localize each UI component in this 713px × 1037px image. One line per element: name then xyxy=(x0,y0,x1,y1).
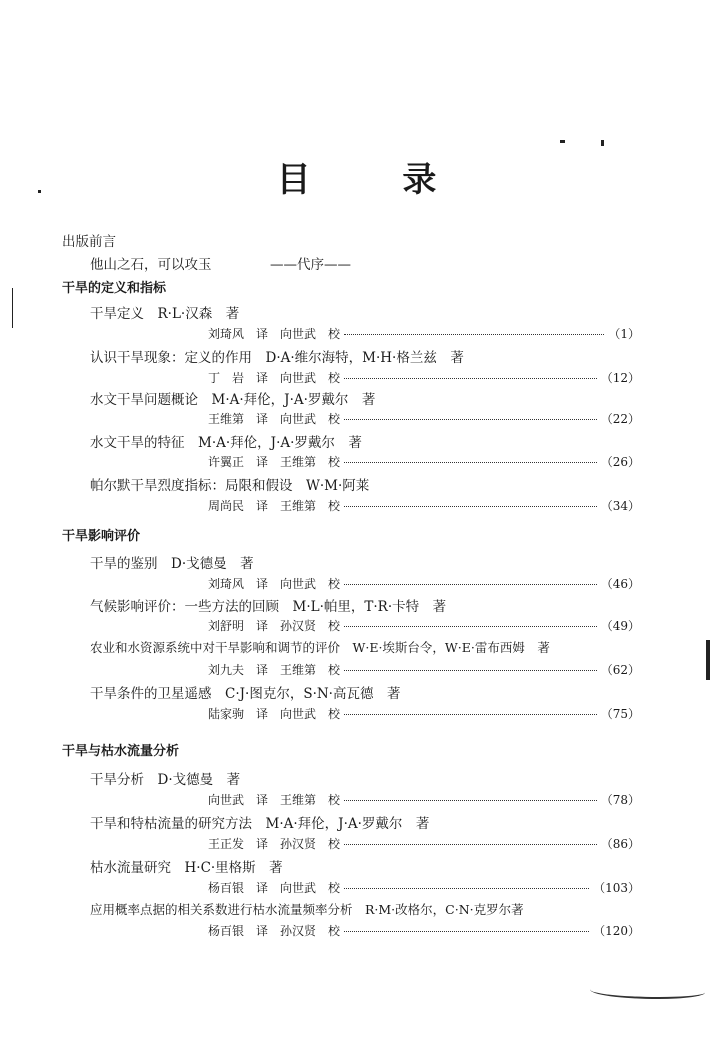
toc-entry-credit xyxy=(208,835,640,852)
toc-entry-title: 枯水流量研究 H·C·里格斯 著 xyxy=(90,860,283,876)
toc-entry-title: 水文干旱问题概论 M·A·拜伦，J·A·罗戴尔 著 xyxy=(90,392,376,408)
page-number: （103） xyxy=(593,881,640,895)
scan-speck xyxy=(601,140,604,146)
credit-names: 周尚民 译 王维第 校 xyxy=(208,499,341,513)
scan-speck xyxy=(12,288,13,328)
toc-entry-credit xyxy=(208,879,640,896)
section-heading: 干旱与枯水流量分析 xyxy=(62,744,180,759)
toc-entry-title: 干旱和特枯流量的研究方法 M·A·拜伦，J·A·罗戴尔 著 xyxy=(90,816,430,832)
credit-names: 丁 岩 译 向世武 校 xyxy=(208,371,341,385)
credit-names: 王维第 译 向世武 校 xyxy=(208,412,341,426)
leader-dots xyxy=(344,844,597,845)
credit-names: 向世武 译 王维第 校 xyxy=(208,793,341,807)
toc-entry-credit xyxy=(208,325,640,342)
leader-dots xyxy=(344,334,604,335)
page-number: （12） xyxy=(600,371,640,385)
leader-dots xyxy=(344,800,597,801)
toc-entry-title: 干旱分析 D·戈德曼 著 xyxy=(90,772,241,788)
page-number: （86） xyxy=(600,837,640,851)
toc-entry-credit xyxy=(208,617,640,634)
toc-entry-credit xyxy=(208,410,640,427)
toc-entry-title: 气候影响评价：一些方法的回顾 M·L·帕里，T·R·卡特 著 xyxy=(90,599,447,615)
page-number: （1） xyxy=(608,327,640,341)
toc-entry-credit xyxy=(208,661,640,678)
toc-entry-credit xyxy=(208,497,640,514)
toc-entry-credit xyxy=(208,369,640,386)
toc-entry-title: 干旱条件的卫星遥感 C·J·图克尔，S·N·高瓦德 著 xyxy=(90,686,401,702)
page-number: （26） xyxy=(600,455,640,469)
toc-entry-credit xyxy=(208,575,640,592)
leader-dots xyxy=(344,462,597,463)
credit-names: 刘舒明 译 孙汉贤 校 xyxy=(208,619,341,633)
credit-names: 刘九夫 译 王维第 校 xyxy=(208,663,341,677)
preface-note: ——代序—— xyxy=(270,257,351,273)
page-title: 目 录 xyxy=(276,160,477,200)
toc-entry-credit xyxy=(208,791,640,808)
section-heading: 干旱的定义和指标 xyxy=(62,281,167,296)
leader-dots xyxy=(344,670,597,671)
page-number: （75） xyxy=(600,707,640,721)
credit-names: 陆家驹 译 向世武 校 xyxy=(208,707,341,721)
credit-names: 王正发 译 孙汉贤 校 xyxy=(208,837,341,851)
toc-entry-title: 干旱定义 R·L·汉森 著 xyxy=(90,306,240,322)
scan-speck xyxy=(560,140,565,143)
scan-speck xyxy=(38,190,41,193)
toc-entry-credit xyxy=(208,705,640,722)
preface-label: 出版前言 xyxy=(62,234,116,250)
leader-dots xyxy=(344,714,597,715)
leader-dots xyxy=(344,626,597,627)
toc-entry-credit xyxy=(208,922,640,939)
toc-entry-title: 应用概率点据的相关系数进行枯水流量频率分析 R·M·改格尔，C·N·克罗尔著 xyxy=(90,902,524,917)
credit-names: 许翼正 译 王维第 校 xyxy=(208,455,341,469)
scan-edge-mark xyxy=(590,983,705,999)
page-number: （49） xyxy=(600,619,640,633)
credit-names: 刘琦风 译 向世武 校 xyxy=(208,327,341,341)
page-number: （34） xyxy=(600,499,640,513)
page-number: （62） xyxy=(600,663,640,677)
scan-speck xyxy=(706,640,710,680)
leader-dots xyxy=(344,584,597,585)
page-number: （22） xyxy=(600,412,640,426)
toc-entry-credit xyxy=(208,453,640,470)
toc-entry-title: 帕尔默干旱烈度指标：局限和假设 W·M·阿莱 xyxy=(90,478,370,494)
page-number: （120） xyxy=(593,924,640,938)
leader-dots xyxy=(344,888,589,889)
toc-entry-title: 农业和水资源系统中对干旱影响和调节的评价 W·E·埃斯台令，W·E·雷布西姆 著 xyxy=(90,640,550,655)
leader-dots xyxy=(344,378,597,379)
credit-names: 刘琦风 译 向世武 校 xyxy=(208,577,341,591)
leader-dots xyxy=(344,506,597,507)
credit-names: 杨百银 译 向世武 校 xyxy=(208,881,341,895)
toc-entry-title: 水文干旱的特征 M·A·拜伦，J·A·罗戴尔 著 xyxy=(90,435,362,451)
leader-dots xyxy=(344,931,589,932)
page-number: （78） xyxy=(600,793,640,807)
section-heading: 干旱影响评价 xyxy=(62,529,141,544)
credit-names: 杨百银 译 孙汉贤 校 xyxy=(208,924,341,938)
leader-dots xyxy=(344,419,597,420)
toc-entry-title: 干旱的鉴别 D·戈德曼 著 xyxy=(90,556,254,572)
toc-entry-title: 认识干旱现象：定义的作用 D·A·维尔海特，M·H·格兰兹 著 xyxy=(90,350,464,366)
preface-subtitle: 他山之石，可以攻玉 xyxy=(90,257,212,273)
page-number: （46） xyxy=(600,577,640,591)
